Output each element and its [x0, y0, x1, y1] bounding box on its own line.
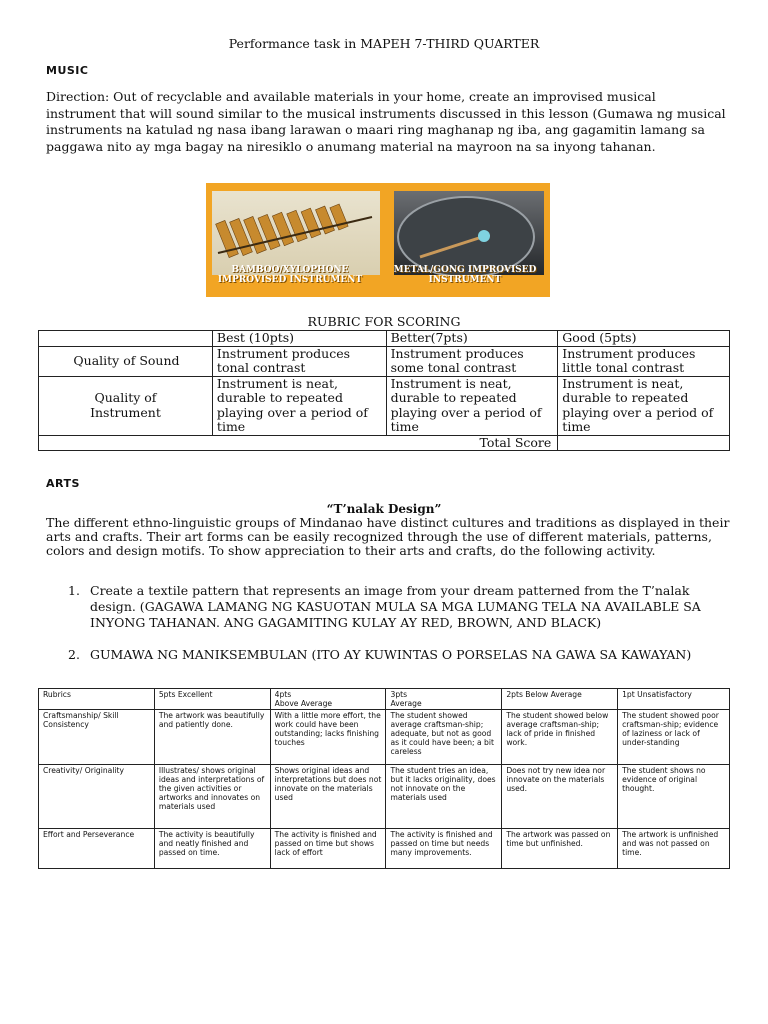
table-row — [39, 710, 730, 765]
table-cell: The student showed average craftsman-ship; adequate, but not as good as it could have been; a bit careless — [386, 710, 502, 765]
list-item: GUMAWA NG MANIKSEMBULAN (ITO AY KUWINTAS O PORSELAS NA GAWA SA KAWAYAN) — [90, 647, 692, 662]
instrument-image-banner — [206, 183, 550, 297]
header-cell: Good (5pts) — [558, 331, 730, 347]
gong-caption: METAL/GONG IMPROVISED INSTRUMENT — [393, 265, 537, 285]
table-cell: Does not try new idea nor innovate on the materials used. — [502, 765, 618, 829]
header-cell: 2pts Below Average — [502, 689, 618, 710]
arts-rubric-table — [38, 688, 730, 869]
table-row — [39, 689, 730, 710]
table-cell: The artwork is unfinished and was not passed on time. — [618, 829, 730, 869]
page-title: Performance task in MAPEH 7-THIRD QUARTER — [228, 36, 540, 51]
table-row — [39, 765, 730, 829]
table-row — [39, 346, 730, 376]
table-cell: Instrument produces tonal contrast — [212, 346, 386, 376]
header-cell — [39, 331, 213, 347]
header-cell: Better(7pts) — [386, 331, 558, 347]
gong-image — [394, 191, 544, 275]
table-row — [39, 376, 730, 435]
header-cell: 1pt Unsatisfactory — [618, 689, 730, 710]
header-cell: 3pts Average — [386, 689, 502, 710]
table-cell: The student shows no evidence of original thought. — [618, 765, 730, 829]
music-direction: Direction: Out of recyclable and available materials in your home, create an improvised musical instrument that will sound similar to the musical instruments discussed in this lesson (Gumawa ng musical instruments na katulad ng nasa ibang larawan o maari ring maghanap ng iba, ang gagamitin lamang sa paggawa nito ay mga bagay na niresiklo o anumang material na mayroon na sa inyong tahanan. — [46, 89, 726, 154]
table-cell: The student showed below average craftsman-ship; lack of pride in finished work. — [502, 710, 618, 765]
arts-heading: ARTS — [46, 477, 80, 490]
header-cell: Best (10pts) — [212, 331, 386, 347]
criterion-cell: Quality of Instrument — [39, 376, 213, 435]
table-cell: The activity is finished and passed on time but shows lack of effort — [270, 829, 386, 869]
list-item-number: 1. — [68, 583, 80, 598]
header-cell: Rubrics — [39, 689, 155, 710]
total-score-label: Total Score — [39, 435, 558, 451]
header-cell: 4pts Above Average — [270, 689, 386, 710]
table-cell: Instrument is neat, durable to repeated playing over a period of time — [558, 376, 730, 435]
table-cell: Instrument produces some tonal contrast — [386, 346, 558, 376]
table-cell: Shows original ideas and interpretations but does not innovate on the materials used — [270, 765, 386, 829]
table-row — [39, 829, 730, 869]
table-cell: Instrument produces little tonal contrast — [558, 346, 730, 376]
criterion-cell: Creativity/ Originality — [39, 765, 155, 829]
table-cell: Instrument is neat, durable to repeated playing over a period of time — [212, 376, 386, 435]
criterion-cell: Quality of Sound — [39, 346, 213, 376]
xylophone-caption: BAMBOO/XYLOPHONE IMPROVISED INSTRUMENT — [217, 265, 363, 285]
table-cell: The student tries an idea, but it lacks originality, does not innovate on the materials used — [386, 765, 502, 829]
table-cell: Illustrates/ shows original ideas and interpretations of the given activities or artworks and innovates on materials used — [154, 765, 270, 829]
table-cell: The activity is finished and passed on time but needs many improvements. — [386, 829, 502, 869]
criterion-cell: Effort and Perseverance — [39, 829, 155, 869]
table-cell: With a little more effort, the work could have been outstanding; lacks finishing touches — [270, 710, 386, 765]
xylophone-image — [212, 191, 380, 275]
rubric-title: RUBRIC FOR SCORING — [307, 314, 461, 329]
music-rubric-table — [38, 330, 730, 451]
table-cell: Instrument is neat, durable to repeated playing over a period of time — [386, 376, 558, 435]
criterion-cell: Craftsmanship/ Skill Consistency — [39, 710, 155, 765]
total-score-value — [558, 435, 730, 451]
table-cell: The student showed poor craftsman-ship; evidence of laziness or lack of under-standing — [618, 710, 730, 765]
header-cell: 5pts Excellent — [154, 689, 270, 710]
table-cell: The artwork was beautifully and patiently done. — [154, 710, 270, 765]
arts-intro: The different ethno-linguistic groups of Mindanao have distinct cultures and traditions as displayed in their arts and crafts. Their art forms can be easily recognized through the use of different materials, patterns, colors and design motifs. To show appreciation to their arts and crafts, do the following activity. — [46, 515, 730, 558]
list-item: Create a textile pattern that represents an image from your dream patterned from the T’nalak design. (GAGAWA LAMANG NG KASUOTAN MULA SA MGA LUMANG TELA NA AVAILABLE SA INYONG TAHANAN. ANG GAGAMITING KULAY AY RED, BROWN, AND BLACK) — [90, 583, 701, 630]
list-item-number: 2. — [68, 647, 80, 662]
arts-subtitle: “T’nalak Design” — [326, 502, 442, 516]
table-row — [39, 435, 730, 451]
music-heading: MUSIC — [46, 64, 89, 77]
table-cell: The artwork was passed on time but unfinished. — [502, 829, 618, 869]
table-row — [39, 331, 730, 347]
table-cell: The activity is beautifully and neatly finished and passed on time. — [154, 829, 270, 869]
